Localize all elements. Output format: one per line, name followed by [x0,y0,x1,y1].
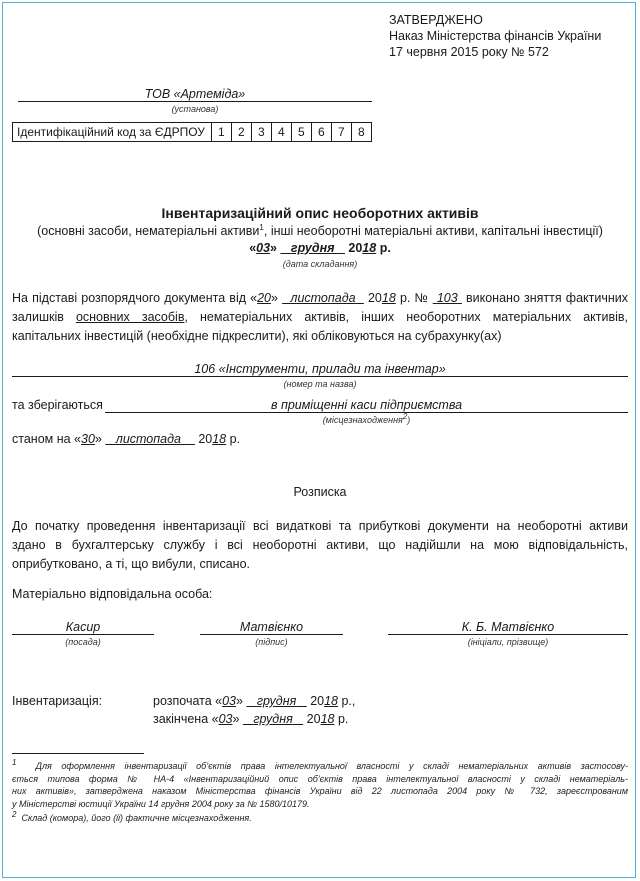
selected-asset-type: основних засобів [75,310,185,324]
edrpou-digit: 3 [251,123,271,142]
edrpou-digit: 5 [291,123,311,142]
edrpou-digit: 6 [311,123,331,142]
signature-caption: (підпис) [255,637,288,647]
location-value: в приміщенні каси підприємства [270,398,463,412]
position-underline [12,634,154,635]
document-subtitle: (основні засоби, нематеріальні активи$^1$, інші необоротні матеріальні активи, капітальні інвестиції) [37,222,603,238]
basis-line-2: залишків основних засобів, нематеріальних активів, інших необоротних матеріальних активів, [12,310,628,324]
basis-paragraph [12,289,628,346]
edrpou-label: Ідентифікаційний код за ЄДРПОУ [13,123,212,142]
receipt-paragraph [12,517,628,574]
edrpou-digit: 4 [271,123,291,142]
signature-underline [200,634,343,635]
organization-caption: (установа) [171,104,219,114]
compilation-date-caption: (дата складання) [282,259,358,269]
receipt-line-2: здано в бухгалтерську службу і всі необоротні активи, що надійшли на мою відповідальність, [12,538,628,552]
responsible-name: К. Б. Матвієнко [461,620,555,634]
approval-line-2: Наказ Міністерства фінансів України [389,29,602,43]
receipt-line-1: До початку проведення інвентаризації всі видаткові та прибуткові документи на необоротні активи [12,519,628,533]
receipt-heading: Розписка [293,485,347,499]
compilation-date: «03» грудня 2018 р. [249,241,391,255]
responsible-label: Матеріально відповідальна особа: [12,587,213,601]
inventory-label: Інвентаризація: [12,694,103,708]
subaccount-underline [12,376,628,377]
name-caption: (ініціали, прізвище) [467,637,549,647]
location-label: та зберігаються [12,398,103,412]
organization-underline [18,101,372,102]
receipt-line-3: оприбутковано, а ті, що вибули, списано. [12,557,251,571]
position-caption: (посада) [65,637,101,647]
compilation-day: 03 [256,241,271,255]
footnote-1: $^1$ Для оформлення інвентаризації об’єктів права інтелектуальної власності у складі нематеріальних активів застосову- ється типова форма № НА-4 «Інвентаризаційний опис об’єктів права інтелектуальної власності у складі нематеріаль- них активів», затверджена наказом Міністерства фінансів України від 22 листопада 2004 року № 732, зареєстрованим у Міністерстві юстиції України 14 грудня 2004 року за № 1580/10179. [12,758,628,809]
basis-line-3: капітальних інвестицій (необхідне підкреслити), які обліковуються на субрахунку(ах) [12,329,502,343]
location-underline [105,412,628,413]
edrpou-digit: 8 [351,123,371,142]
edrpou-digit: 2 [231,123,251,142]
as-of-date: станом на «30» листопада 2018 р. [12,432,241,446]
location-caption: (місцезнаходження$^2$) [322,412,411,425]
responsible-position: Касир [65,620,101,634]
approval-line-1: ЗАТВЕРДЖЕНО [389,13,483,27]
edrpou-digit: 1 [211,123,231,142]
inventory-finished: закінчена «03» грудня 2018 р. [153,712,349,726]
edrpou-table [12,122,372,142]
basis-line-1: На підставі розпорядчого документа від «20» листопада 2018 р. № 103 виконано зняття фактичних [12,291,628,305]
organization-name: ТОВ «Артеміда» [144,87,246,101]
footnote-2: $^2$ Склад (комора), його (її) фактичне місцезнаходження. [12,810,252,823]
document-title: Інвентаризаційний опис необоротних активів [161,205,479,221]
approval-line-3: 17 червня 2015 року № 572 [389,45,549,59]
inventory-started: розпочата «03» грудня 2018 р., [153,694,356,708]
subaccount-value: 106 «Інструменти, прилади та інвентар» [194,362,446,376]
compilation-month: грудня [290,241,335,255]
subaccount-caption: (номер та назва) [283,379,357,389]
responsible-signature: Матвієнко [239,620,304,634]
name-underline [388,634,628,635]
approval-block [389,12,601,60]
edrpou-digit: 7 [331,123,351,142]
footnote-separator [12,753,144,754]
